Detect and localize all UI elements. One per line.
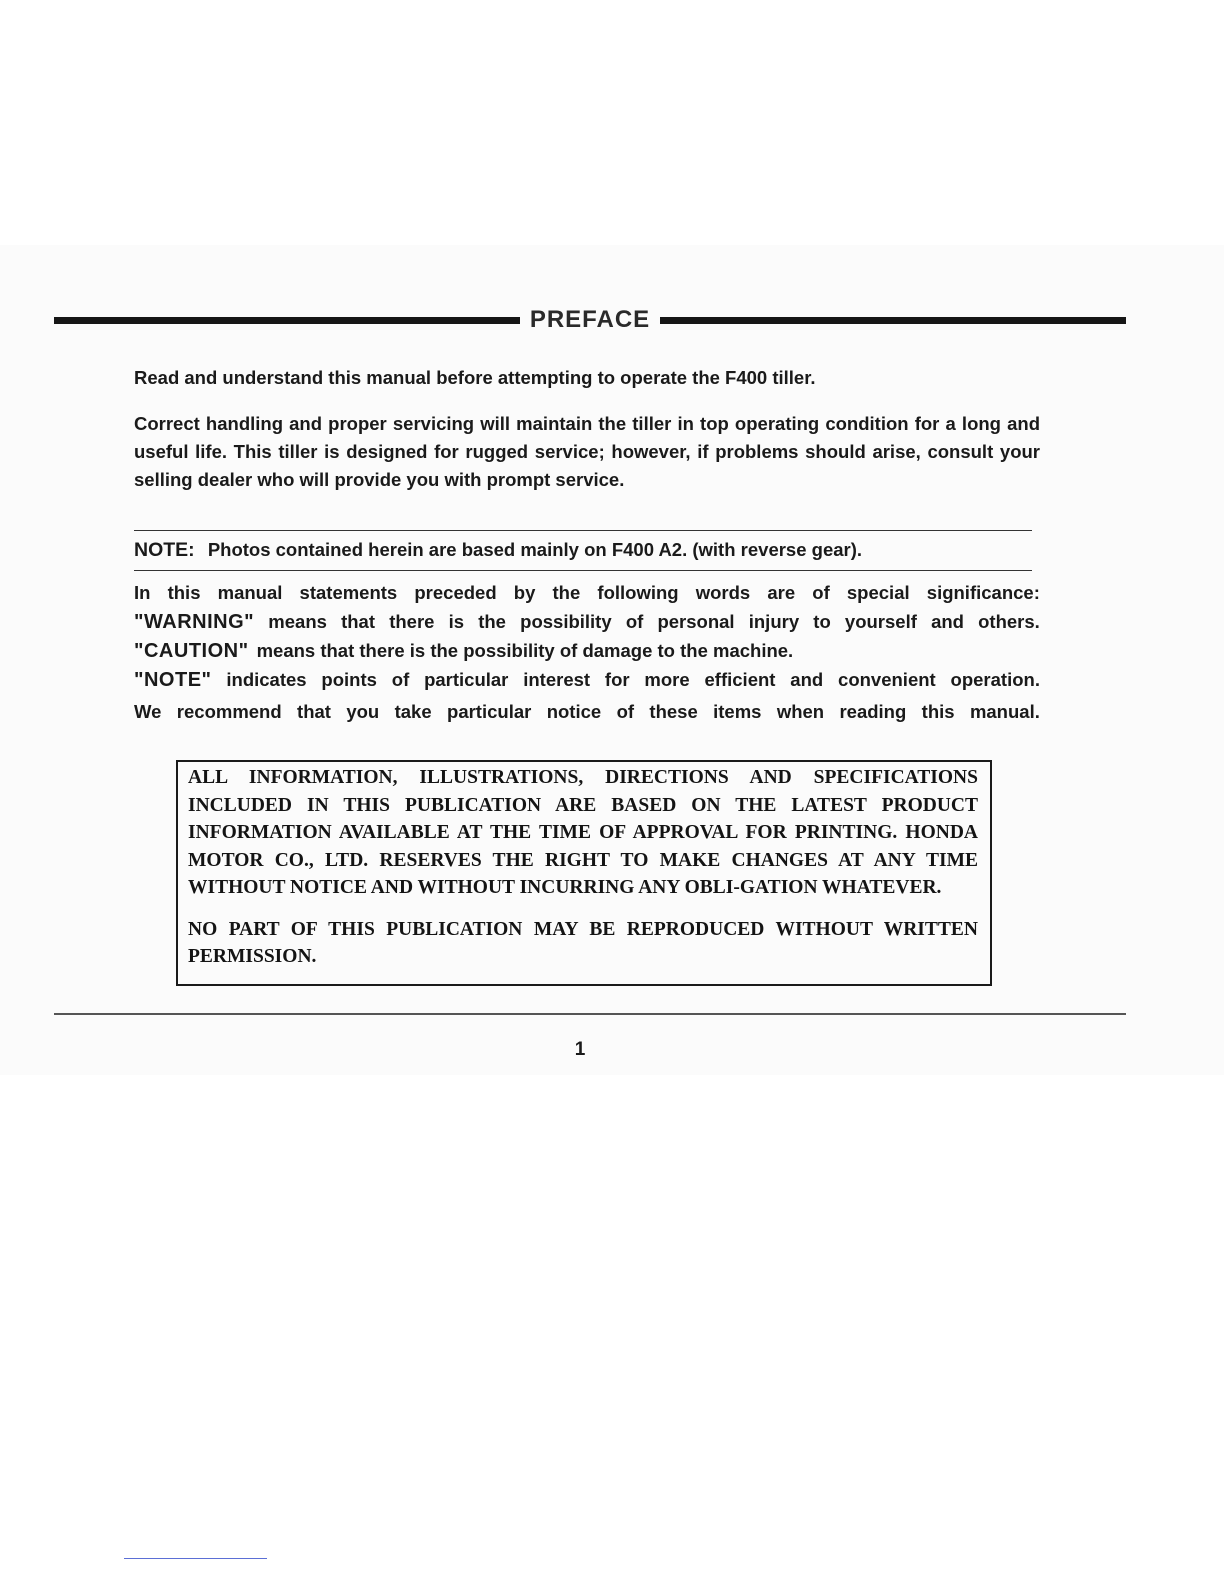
word: recommend	[176, 701, 282, 722]
word: We	[134, 701, 162, 722]
word: words	[695, 582, 751, 603]
word: statements	[299, 582, 398, 603]
word: this	[167, 582, 201, 603]
word: efficient	[704, 669, 776, 690]
note-rule-bottom	[134, 570, 1032, 571]
word: the	[552, 582, 581, 603]
word: reading	[839, 701, 907, 722]
word: In	[134, 582, 151, 603]
caution-keyword: "CAUTION"	[134, 640, 249, 662]
note-line	[134, 536, 1040, 564]
word: and	[931, 611, 964, 632]
word: notice	[546, 701, 602, 722]
word: more	[644, 669, 690, 690]
disclaimer-paragraph-2: NO PART OF THIS PUBLICATION MAY BE REPRODUCED WITHOUT WRITTEN PERMISSION.	[188, 918, 978, 967]
word: convenient	[838, 669, 936, 690]
word: others.	[978, 611, 1040, 632]
word: manual	[217, 582, 283, 603]
word: that	[297, 701, 331, 722]
link-underline	[124, 1558, 267, 1559]
caution-definition	[134, 640, 1040, 669]
word: particular	[424, 669, 509, 690]
word: of	[391, 669, 410, 690]
header-rule-right	[660, 317, 1126, 324]
word: following	[597, 582, 679, 603]
word: of	[616, 701, 635, 722]
warning-keyword: "WARNING"	[134, 611, 255, 633]
word: when	[776, 701, 825, 722]
word: possibility	[520, 611, 612, 632]
word: operation.	[950, 669, 1040, 690]
word: personal	[657, 611, 735, 632]
word: these	[649, 701, 698, 722]
note-text: Photos contained herein are based mainly on F400 A2. (with reverse gear).	[207, 539, 863, 560]
word: points	[321, 669, 377, 690]
significance-block	[134, 582, 1040, 730]
word: manual.	[969, 701, 1040, 722]
word: injury	[748, 611, 800, 632]
word: significance:	[926, 582, 1040, 603]
word: means	[268, 611, 327, 632]
note-rule-top	[134, 530, 1032, 531]
word: the	[478, 611, 506, 632]
page-title: PREFACE	[529, 306, 651, 333]
disclaimer-box	[176, 760, 992, 986]
word: indicates	[226, 669, 307, 690]
note-keyword: "NOTE"	[134, 669, 212, 691]
word: yourself	[844, 611, 917, 632]
note-label: NOTE:	[134, 539, 195, 561]
intro-paragraph-2: Correct handling and proper servicing will maintain the tiller in top operating condition for a long and useful life. This tiller is designed for rugged service; however, if problems should arise, consult your selling dealer who will provide you with prompt service.	[134, 413, 1040, 490]
word: items	[713, 701, 762, 722]
note-definition	[134, 669, 1040, 698]
word: particular	[447, 701, 532, 722]
word: you	[346, 701, 380, 722]
word: by	[513, 582, 536, 603]
word: interest	[523, 669, 591, 690]
significance-intro-line	[134, 582, 1040, 611]
caution-text: means that there is the possibility of damage to the machine.	[256, 640, 794, 661]
word: and	[790, 669, 824, 690]
page-number: 1	[574, 1039, 586, 1060]
word: that	[341, 611, 376, 632]
recommendation-line	[134, 701, 1040, 730]
word: for	[604, 669, 630, 690]
word: preceded	[414, 582, 497, 603]
word: are	[767, 582, 796, 603]
footer-rule	[54, 1013, 1126, 1015]
word: this	[921, 701, 955, 722]
word: of	[812, 582, 830, 603]
header-rule-left	[54, 317, 520, 324]
intro-paragraph-1: Read and understand this manual before attempting to operate the F400 tiller.	[134, 367, 816, 388]
word: special	[846, 582, 910, 603]
section-header	[54, 302, 1126, 338]
word: to	[813, 611, 831, 632]
word: there	[389, 611, 435, 632]
disclaimer-paragraph-1: ALL INFORMATION, ILLUSTRATIONS, DIRECTIONS AND SPECIFICATIONS INCLUDED IN THIS PUBLICATION ARE BASED ON THE LATEST PRODUCT INFORMATION AVAILABLE AT THE TIME OF APPROVAL FOR PRINTING. HONDA MOTOR CO., LTD. RESERVES THE RIGHT TO MAKE CHANGES AT ANY TIME WITHOUT NOTICE AND WITHOUT INCURRING ANY OBLI-GATION WHATEVER.	[188, 767, 978, 898]
word: take	[394, 701, 432, 722]
word: is	[448, 611, 465, 632]
word: of	[625, 611, 644, 632]
warning-definition	[134, 611, 1040, 640]
